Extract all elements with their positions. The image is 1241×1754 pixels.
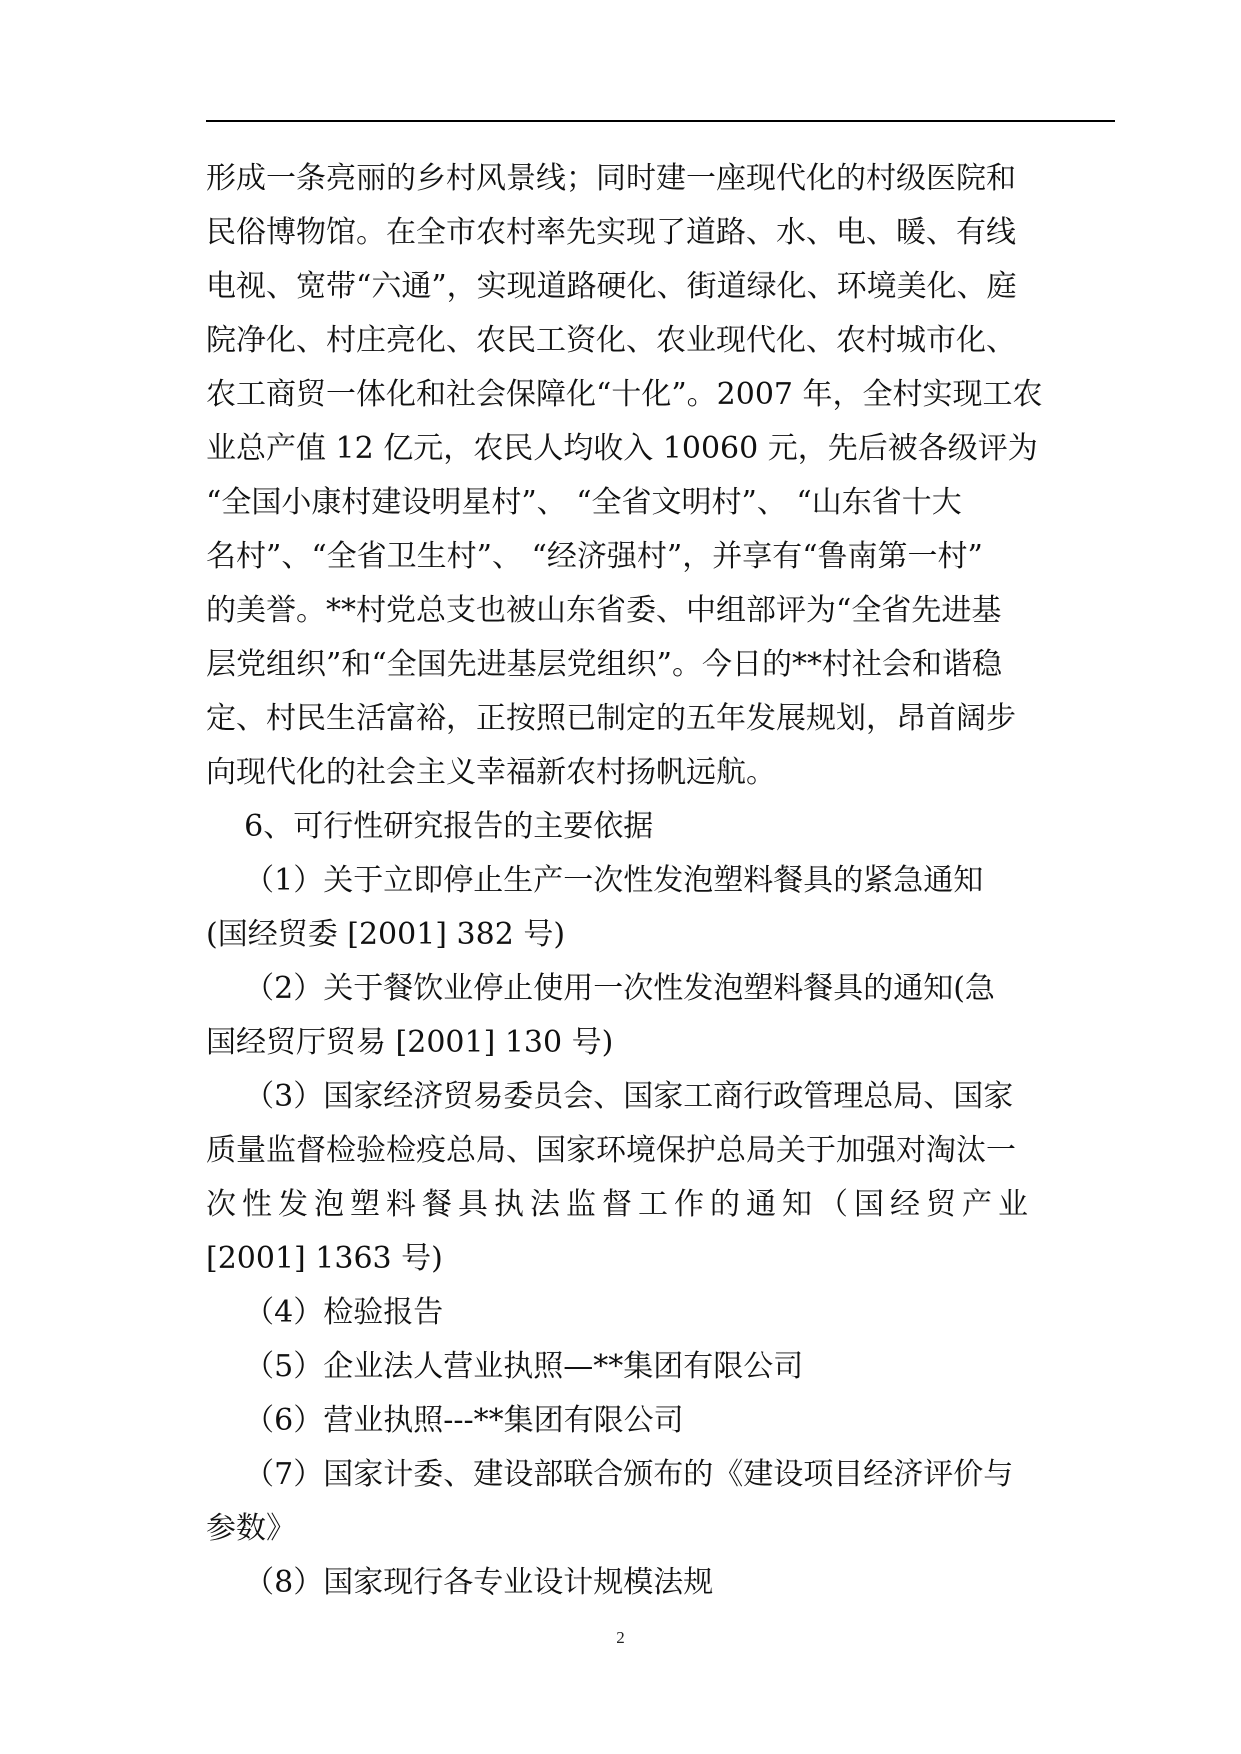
- list-item: （4）检验报告: [206, 1295, 444, 1330]
- text-line: [2001] 1363 号): [206, 1241, 443, 1276]
- list-item: （3）国家经济贸易委员会、国家工商行政管理总局、国家: [206, 1079, 1014, 1114]
- text-line: 质量监督检验检疫总局、国家环境保护总局关于加强对淘汰一: [206, 1133, 1016, 1168]
- text-line: 次性发泡塑料餐具执法监督工作的通知（国经贸产业: [206, 1187, 1034, 1222]
- text-line: 国经贸厅贸易 [2001] 130 号): [206, 1025, 614, 1060]
- text-line: 民俗博物馆。在全市农村率先实现了道路、水、电、暖、有线: [206, 215, 1016, 250]
- text-line: 参数》: [206, 1511, 296, 1546]
- text-line: 定、村民生活富裕，正按照已制定的五年发展规划，昂首阔步: [206, 701, 1016, 736]
- page-number: 2: [616, 1628, 625, 1647]
- document-body: [206, 152, 1115, 1610]
- list-item: （8）国家现行各专业设计规模法规: [206, 1565, 714, 1600]
- text-line: “全国小康村建设明星村”、 “全省文明村”、 “山东省十大: [206, 485, 962, 520]
- list-item: （5）企业法人营业执照—**集团有限公司: [206, 1349, 804, 1384]
- list-item: （2）关于餐饮业停止使用一次性发泡塑料餐具的通知(急: [206, 971, 995, 1006]
- text-line: 向现代化的社会主义幸福新农村扬帆远航。: [206, 755, 776, 790]
- text-line: 名村”、“全省卫生村”、 “经济强村”，并享有“鲁南第一村”: [206, 539, 983, 574]
- text-line: 层党组织”和“全国先进基层党组织”。今日的**村社会和谐稳: [206, 647, 1003, 682]
- text-line: 电视、宽带“六通”，实现道路硬化、街道绿化、环境美化、庭: [206, 269, 1017, 304]
- text-line: 院净化、村庄亮化、农民工资化、农业现代化、农村城市化、: [206, 323, 1016, 358]
- text-line: (国经贸委 [2001] 382 号): [206, 917, 566, 952]
- list-item: （6）营业执照---**集团有限公司: [206, 1403, 684, 1438]
- text-line: 农工商贸一体化和社会保障化“十化”。2007 年，全村实现工农: [206, 377, 1043, 412]
- section-heading: 6、可行性研究报告的主要依据: [206, 809, 654, 844]
- header-rule: [206, 120, 1115, 122]
- list-item: （1）关于立即停止生产一次性发泡塑料餐具的紧急通知: [206, 863, 984, 898]
- text-line: 业总产值 12 亿元，农民人均收入 10060 元，先后被各级评为: [206, 431, 1038, 466]
- list-item: （7）国家计委、建设部联合颁布的《建设项目经济评价与: [206, 1457, 1014, 1492]
- text-line: 形成一条亮丽的乡村风景线；同时建一座现代化的村级医院和: [206, 161, 1016, 196]
- text-line: 的美誉。**村党总支也被山东省委、中组部评为“全省先进基: [206, 593, 1002, 628]
